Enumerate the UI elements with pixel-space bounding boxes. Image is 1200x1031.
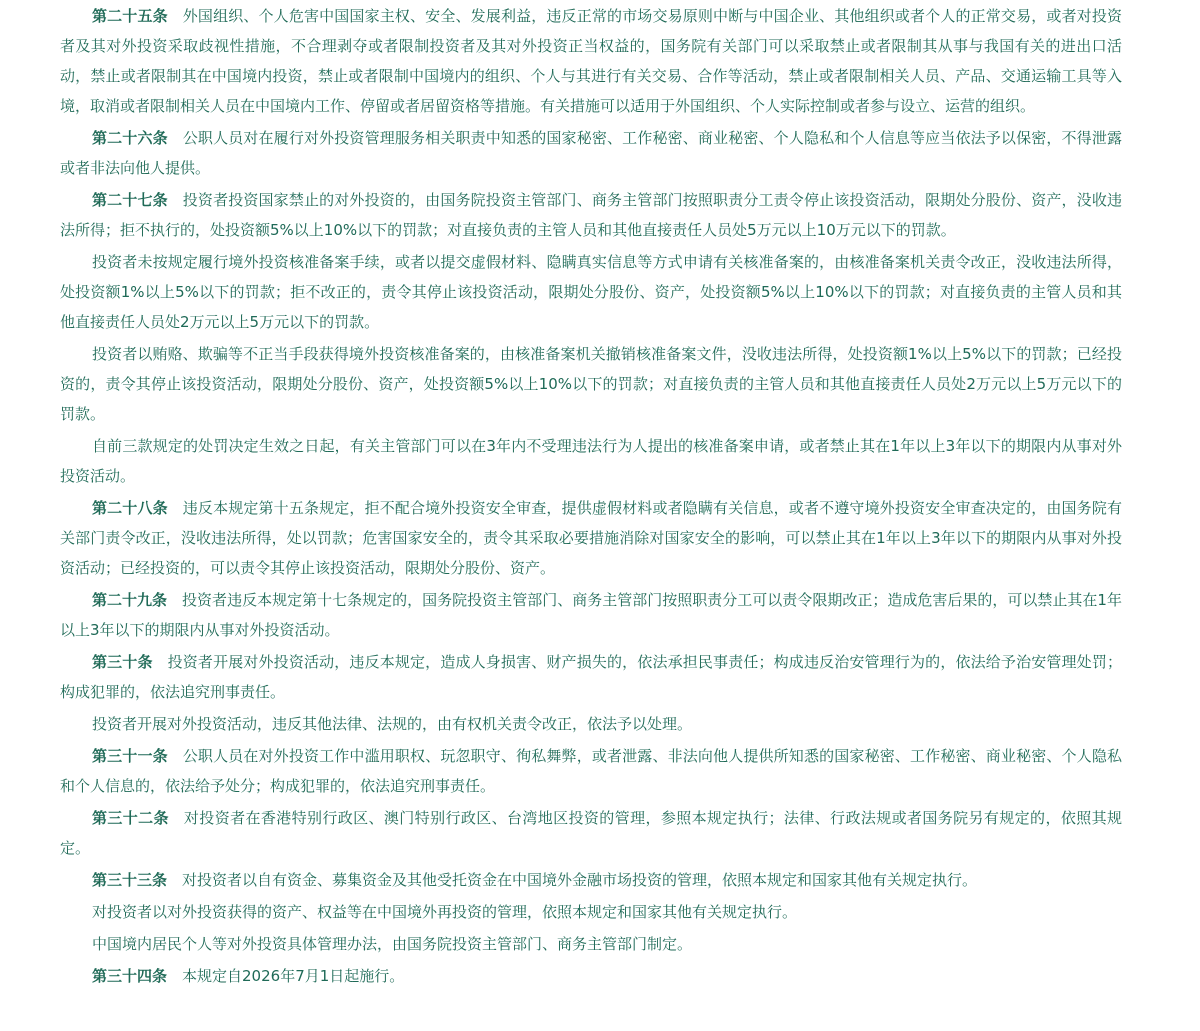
- article-31-paragraph: [60, 741, 1122, 801]
- article-text: 投资者开展对外投资活动，违反其他法律、法规的，由有权机关责令改正，依法予以处理。: [92, 715, 693, 733]
- article-number: 第二十九条: [92, 591, 168, 609]
- article-number: 第二十七条: [92, 191, 168, 209]
- article-text: 对投资者以自有资金、募集资金及其他受托资金在中国境外金融市场投资的管理，依照本规定和国家其他有关规定执行。: [182, 871, 978, 889]
- article-number: 第三十四条: [92, 967, 168, 985]
- article-number: 第三十一条: [92, 747, 168, 765]
- article-number: 第三十条: [92, 653, 153, 671]
- article-27-clause-2: [60, 247, 1122, 337]
- article-27-clause-3: [60, 339, 1122, 429]
- article-text: 对投资者以对外投资获得的资产、权益等在中国境外再投资的管理，依照本规定和国家其他有关规定执行。: [92, 903, 798, 921]
- article-29-paragraph: [60, 585, 1122, 645]
- article-text: 投资者未按规定履行境外投资核准备案手续，或者以提交虚假材料、隐瞒真实信息等方式申请有关核准备案的，由核准备案机关责令改正，没收违法所得，处投资额1%以上5%以下的罚款；拒不改正的，责令其停止该投资活动，限期处分股份、资产，处投资额5%以上10%以下的罚款；对直接负责的主管人员和其他直接责任人员处2万元以上5万元以下的罚款。: [60, 253, 1122, 331]
- article-33-paragraph: [60, 865, 1122, 895]
- article-27-paragraph: [60, 185, 1122, 245]
- article-33-clause-3: [60, 929, 1122, 959]
- article-28-paragraph: [60, 493, 1122, 583]
- article-30-paragraph: [60, 647, 1122, 707]
- article-25-paragraph: [60, 1, 1122, 121]
- article-text: 本规定自2026年7月1日起施行。: [182, 967, 405, 985]
- article-text: 自前三款规定的处罚决定生效之日起，有关主管部门可以在3年内不受理违法行为人提出的核准备案申请，或者禁止其在1年以上3年以下的期限内从事对外投资活动。: [60, 437, 1122, 485]
- article-number: 第三十三条: [92, 871, 168, 889]
- article-number: 第二十八条: [92, 499, 168, 517]
- article-30-clause-2: [60, 709, 1122, 739]
- article-text: 投资者开展对外投资活动，违反本规定，造成人身损害、财产损失的，依法承担民事责任；构成违反治安管理行为的，依法给予治安管理处罚；构成犯罪的，依法追究刑事责任。: [60, 653, 1122, 701]
- article-text: 投资者以贿赂、欺骗等不正当手段获得境外投资核准备案的，由核准备案机关撤销核准备案文件，没收违法所得，处投资额1%以上5%以下的罚款；已经投资的，责令其停止该投资活动，限期处分股份、资产，处投资额5%以上10%以下的罚款；对直接负责的主管人员和其他直接责任人员处2万元以上5万元以下的罚款。: [60, 345, 1122, 423]
- article-27-clause-4: [60, 431, 1122, 491]
- article-33-clause-2: [60, 897, 1122, 927]
- article-text: 中国境内居民个人等对外投资具体管理办法，由国务院投资主管部门、商务主管部门制定。: [92, 935, 693, 953]
- article-text: 违反本规定第十五条规定，拒不配合境外投资安全审查，提供虚假材料或者隐瞒有关信息，或者不遵守境外投资安全审查决定的，由国务院有关部门责令改正，没收违法所得，处以罚款；危害国家安全的，责令其采取必要措施消除对国家安全的影响，可以禁止其在1年以上3年以下的期限内从事对外投资活动；已经投资的，可以责令其停止该投资活动，限期处分股份、资产。: [60, 499, 1122, 577]
- article-32-paragraph: [60, 803, 1122, 863]
- article-text: 外国组织、个人危害中国国家主权、安全、发展利益，违反正常的市场交易原则中断与中国企业、其他组织或者个人的正常交易，或者对投资者及其对外投资采取歧视性措施，不合理剥夺或者限制投资者及其对外投资正当权益的，国务院有关部门可以采取禁止或者限制其从事与我国有关的进出口活动，禁止或者限制其在中国境内投资，禁止或者限制中国境内的组织、个人与其进行有关交易、合作等活动，禁止或者限制相关人员、产品、交通运输工具等入境，取消或者限制相关人员在中国境内工作、停留或者居留资格等措施。有关措施可以适用于外国组织、个人实际控制或者参与设立、运营的组织。: [60, 7, 1122, 115]
- article-number: 第三十二条: [92, 809, 169, 827]
- article-text: 公职人员对在履行对外投资管理服务相关职责中知悉的国家秘密、工作秘密、商业秘密、个人隐私和个人信息等应当依法予以保密，不得泄露或者非法向他人提供。: [60, 129, 1122, 177]
- article-text: 对投资者在香港特别行政区、澳门特别行政区、台湾地区投资的管理，参照本规定执行；法律、行政法规或者国务院另有规定的，依照其规定。: [60, 809, 1122, 857]
- article-text: 投资者投资国家禁止的对外投资的，由国务院投资主管部门、商务主管部门按照职责分工责令停止该投资活动，限期处分股份、资产，没收违法所得；拒不执行的，处投资额5%以上10%以下的罚款；对直接负责的主管人员和其他直接责任人员处5万元以上10万元以下的罚款。: [60, 191, 1122, 239]
- article-number: 第二十五条: [92, 7, 168, 25]
- article-text: 投资者违反本规定第十七条规定的，国务院投资主管部门、商务主管部门按照职责分工可以责令限期改正；造成危害后果的，可以禁止其在1年以上3年以下的期限内从事对外投资活动。: [60, 591, 1122, 639]
- article-26-paragraph: [60, 123, 1122, 183]
- article-34-paragraph: [60, 961, 1122, 991]
- article-number: 第二十六条: [92, 129, 168, 147]
- regulation-document: [60, 0, 1122, 991]
- article-text: 公职人员在对外投资工作中滥用职权、玩忽职守、徇私舞弊，或者泄露、非法向他人提供所知悉的国家秘密、工作秘密、商业秘密、个人隐私和个人信息的，依法给予处分；构成犯罪的，依法追究刑事责任。: [60, 747, 1122, 795]
